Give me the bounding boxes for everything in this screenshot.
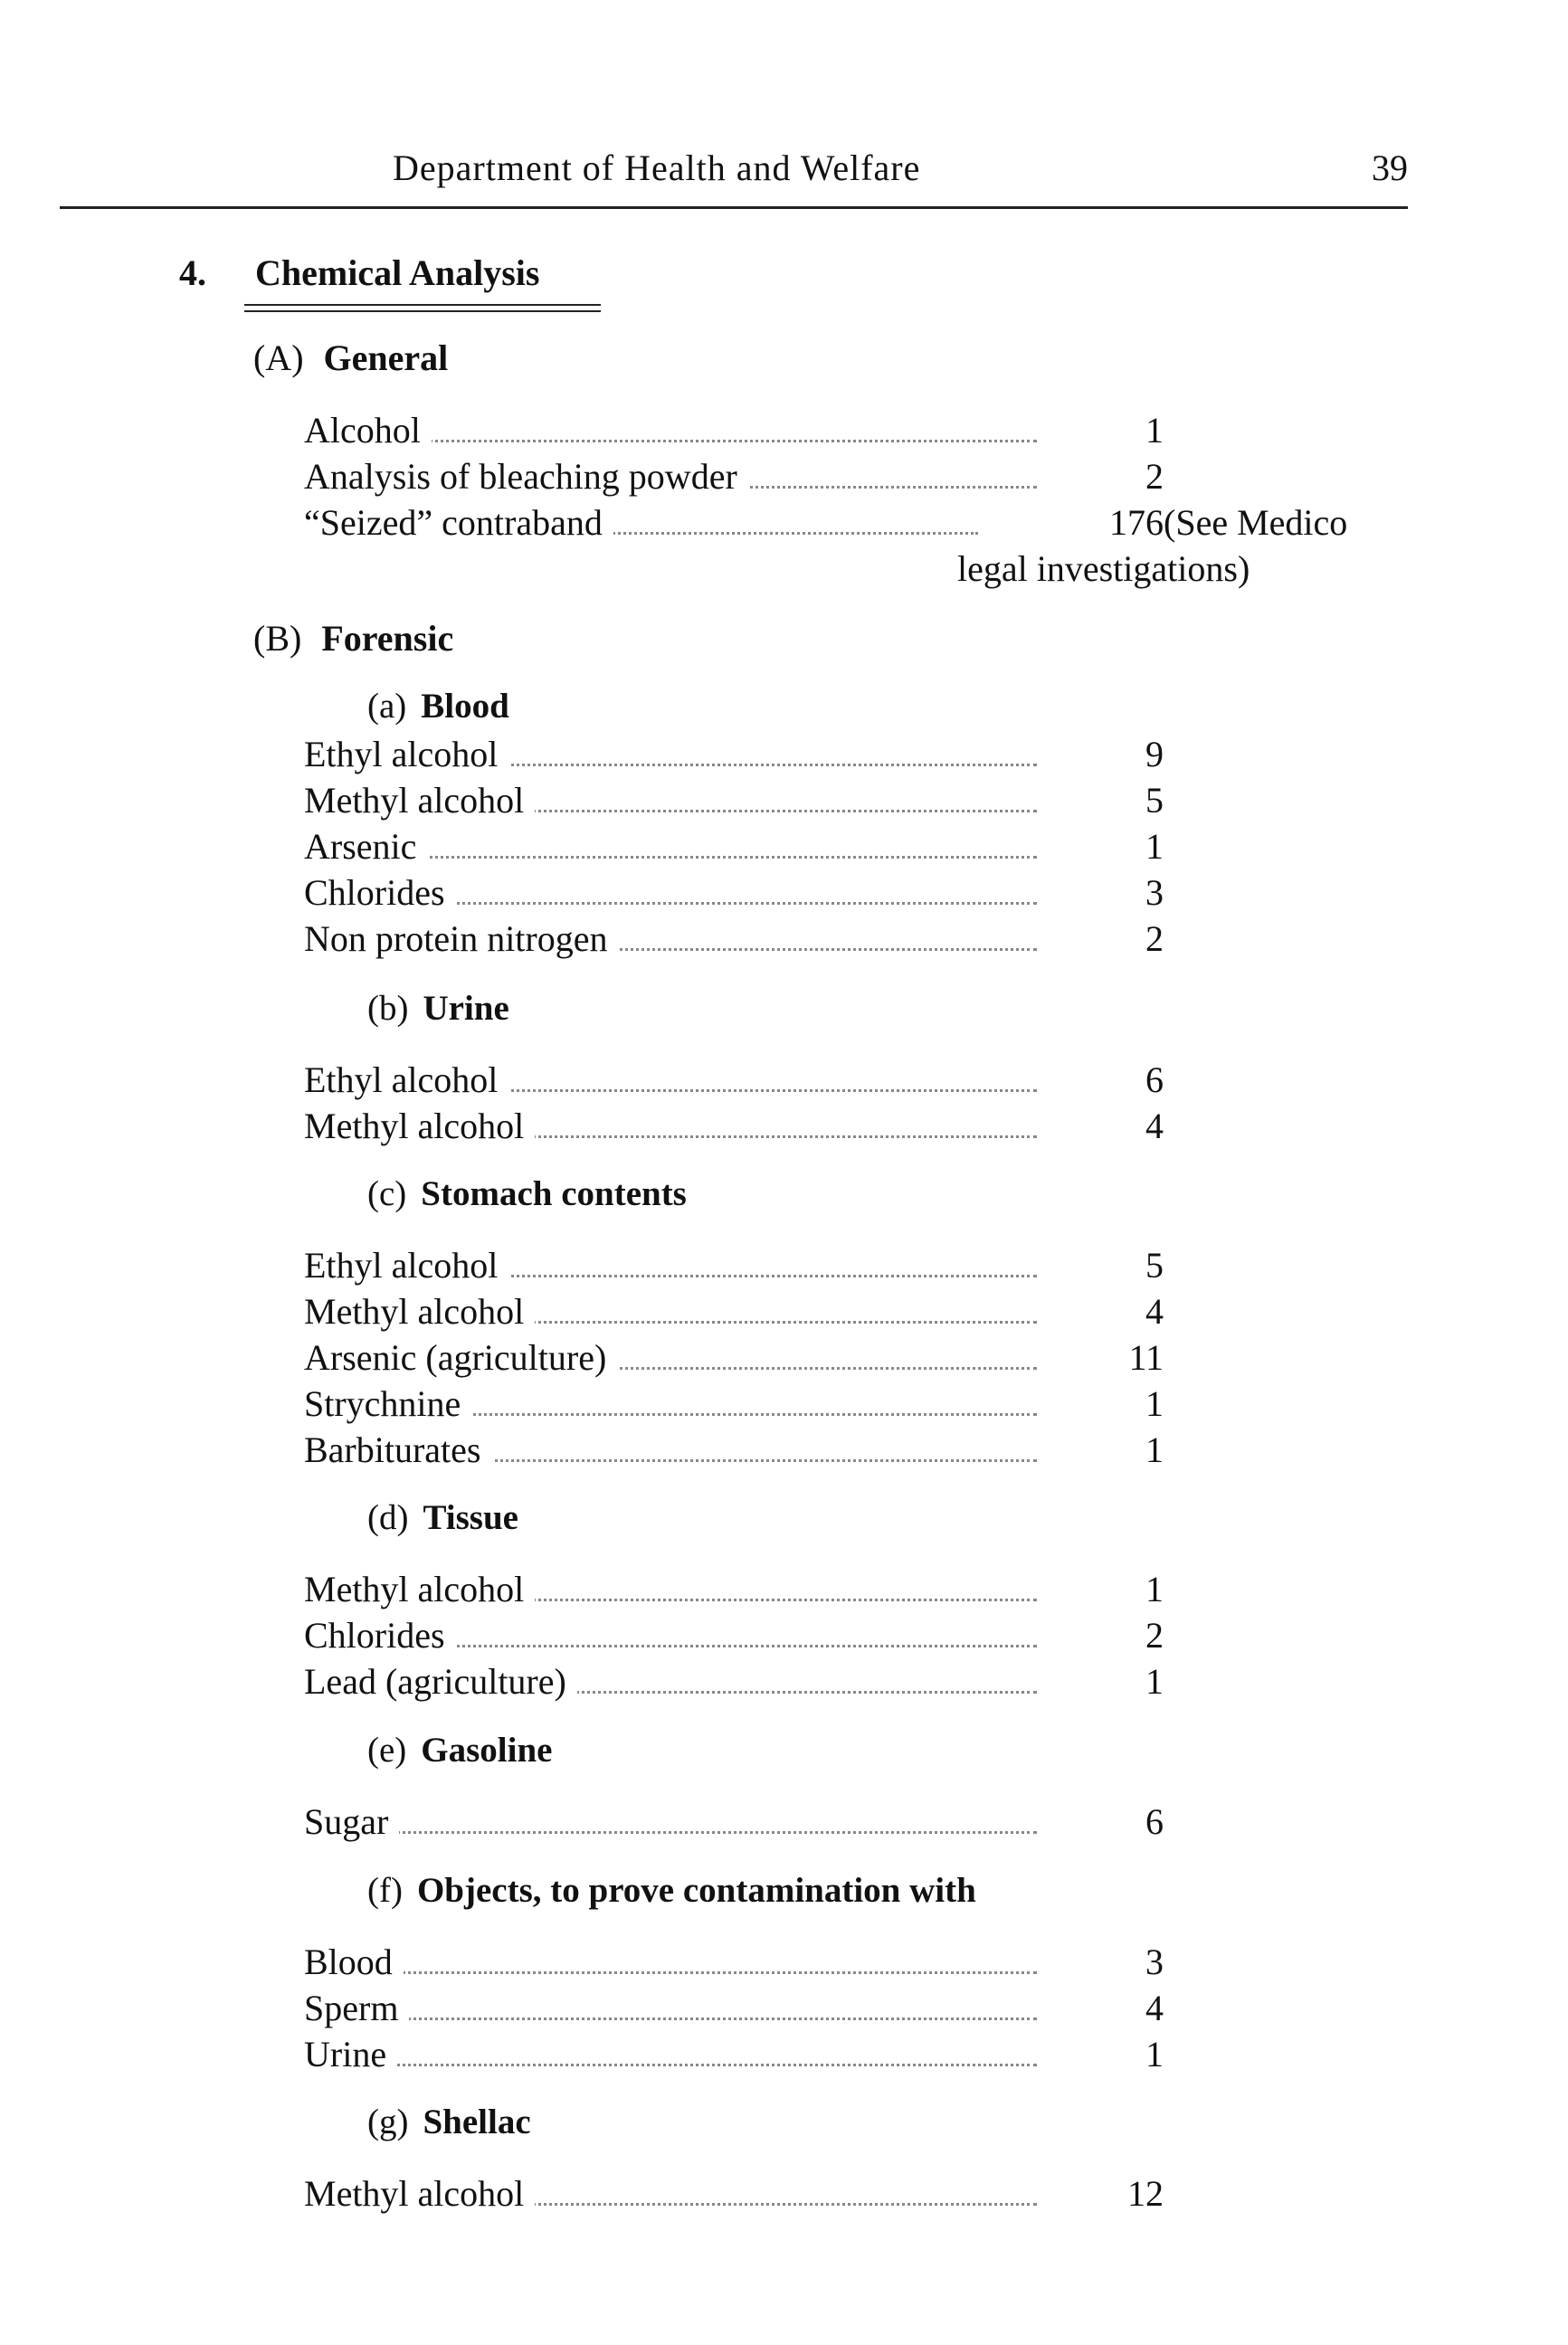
category-heading-blood	[367, 686, 509, 726]
item-count: 5	[1145, 1245, 1164, 1286]
list-item	[304, 1382, 1164, 1428]
item-label: Methyl alcohol	[304, 1105, 535, 1147]
header-title: Department of Health and Welfare	[393, 147, 921, 188]
item-label: Methyl alcohol	[304, 1290, 535, 1333]
item-count: 1	[1145, 410, 1164, 451]
item-label: Methyl alcohol	[304, 1568, 535, 1610]
list-item	[304, 1614, 1164, 1659]
section-title: Chemical Analysis	[255, 252, 540, 293]
category-letter: (e)	[367, 1731, 407, 1770]
item-label: Analysis of bleaching powder	[304, 455, 748, 498]
dot-leader	[304, 1831, 1037, 1834]
item-count: 3	[1145, 1942, 1164, 1982]
item-count: 2	[1145, 456, 1164, 497]
list-item	[304, 779, 1164, 824]
category-letter: (g)	[367, 2103, 409, 2141]
category-title: Shellac	[423, 2103, 531, 2141]
section-heading	[179, 252, 539, 294]
item-note: (See Medico	[1164, 502, 1348, 543]
item-count: 4	[1145, 1988, 1164, 2028]
item-label: “Seized” contraband	[304, 501, 613, 544]
subsection-title: General	[323, 337, 449, 378]
category-heading-stomach-contents	[367, 1173, 687, 1214]
item-count: 176	[1109, 502, 1164, 543]
category-letter: (c)	[367, 1174, 407, 1213]
list-item	[304, 455, 1164, 500]
list-item	[304, 2172, 1164, 2217]
item-count: 1	[1145, 1383, 1164, 1424]
running-header	[60, 147, 1408, 206]
list-item	[304, 1059, 1164, 1104]
category-heading-tissue	[367, 1497, 518, 1538]
list-item	[304, 825, 1164, 870]
list-item	[304, 1987, 1164, 2032]
item-count: 6	[1145, 1059, 1164, 1100]
list-item	[304, 1429, 1164, 1474]
item-count: 5	[1145, 780, 1164, 821]
list-item	[304, 1941, 1164, 1986]
item-label: Arsenic	[304, 825, 427, 868]
item-count: 1	[1145, 1429, 1164, 1470]
subsection-title: Forensic	[321, 618, 454, 659]
category-title: Urine	[423, 989, 509, 1028]
item-count: 1	[1145, 2034, 1164, 2074]
item-label: Methyl alcohol	[304, 779, 535, 821]
list-item	[304, 1568, 1164, 1613]
subsection-letter: (A)	[253, 337, 304, 378]
list-item	[304, 1290, 1164, 1335]
item-label: Methyl alcohol	[304, 2172, 535, 2215]
category-letter: (a)	[367, 687, 407, 726]
item-count: 1	[1145, 826, 1164, 867]
list-item	[304, 409, 1164, 454]
category-letter: (d)	[367, 1498, 409, 1537]
category-heading-urine	[367, 988, 509, 1029]
item-label: Non protein nitrogen	[304, 917, 619, 960]
item-label: Urine	[304, 2033, 397, 2075]
category-heading-shellac	[367, 2102, 531, 2142]
item-count: 9	[1145, 734, 1164, 774]
category-title: Stomach contents	[421, 1174, 687, 1213]
category-letter: (b)	[367, 989, 409, 1028]
list-item	[304, 1800, 1164, 1846]
list-item	[304, 1105, 1164, 1150]
item-label: Sugar	[304, 1800, 399, 1843]
item-label: Arsenic (agriculture)	[304, 1336, 617, 1379]
category-title: Gasoline	[421, 1731, 553, 1770]
item-label: Sperm	[304, 1987, 409, 2029]
item-label: Ethyl alcohol	[304, 1059, 508, 1101]
item-count: 12	[1127, 2173, 1164, 2214]
item-count: 2	[1145, 918, 1164, 959]
item-label: Strychnine	[304, 1382, 471, 1425]
section-underline	[244, 304, 601, 312]
list-item	[304, 917, 1164, 963]
item-label: Chlorides	[304, 871, 456, 914]
list-item	[304, 501, 1348, 546]
item-label: Barbiturates	[304, 1429, 492, 1471]
item-label: Ethyl alcohol	[304, 1244, 508, 1286]
dot-leader	[304, 2017, 1037, 2020]
item-count: 6	[1145, 1801, 1164, 1842]
subsection-letter: (B)	[253, 618, 302, 659]
category-heading-gasoline	[367, 1730, 552, 1771]
list-item	[304, 871, 1164, 916]
item-count: 11	[1128, 1337, 1164, 1378]
item-count: 1	[1145, 1661, 1164, 1702]
item-label: Ethyl alcohol	[304, 733, 508, 775]
page-number: 39	[1372, 147, 1408, 188]
item-label: Blood	[304, 1941, 404, 1983]
item-label: Chlorides	[304, 1614, 456, 1657]
dot-leader	[304, 1971, 1037, 1974]
category-title: Tissue	[423, 1498, 518, 1537]
item-label: Alcohol	[304, 409, 432, 451]
item-count: 3	[1145, 872, 1164, 913]
list-item	[304, 2033, 1164, 2078]
item-count: 4	[1145, 1106, 1164, 1146]
header-rule	[60, 206, 1408, 209]
subsection-general-heading	[253, 337, 448, 379]
list-item	[304, 1336, 1164, 1381]
item-count: 1	[1145, 1569, 1164, 1609]
item-note-continuation: legal investigations)	[957, 548, 1250, 589]
dot-leader	[304, 2064, 1037, 2066]
category-title: Objects, to prove contamination with	[416, 1871, 976, 1910]
list-item	[304, 1660, 1164, 1705]
item-count: 2	[1145, 1615, 1164, 1656]
item-count: 4	[1145, 1291, 1164, 1332]
category-title: Blood	[421, 687, 509, 726]
section-number: 4.	[179, 252, 206, 293]
list-item	[304, 1244, 1164, 1289]
subsection-forensic-heading	[253, 617, 453, 660]
item-label: Lead (agriculture)	[304, 1660, 577, 1703]
category-heading-objects	[367, 1870, 976, 1911]
category-letter: (f)	[367, 1871, 403, 1910]
list-item	[304, 733, 1164, 778]
